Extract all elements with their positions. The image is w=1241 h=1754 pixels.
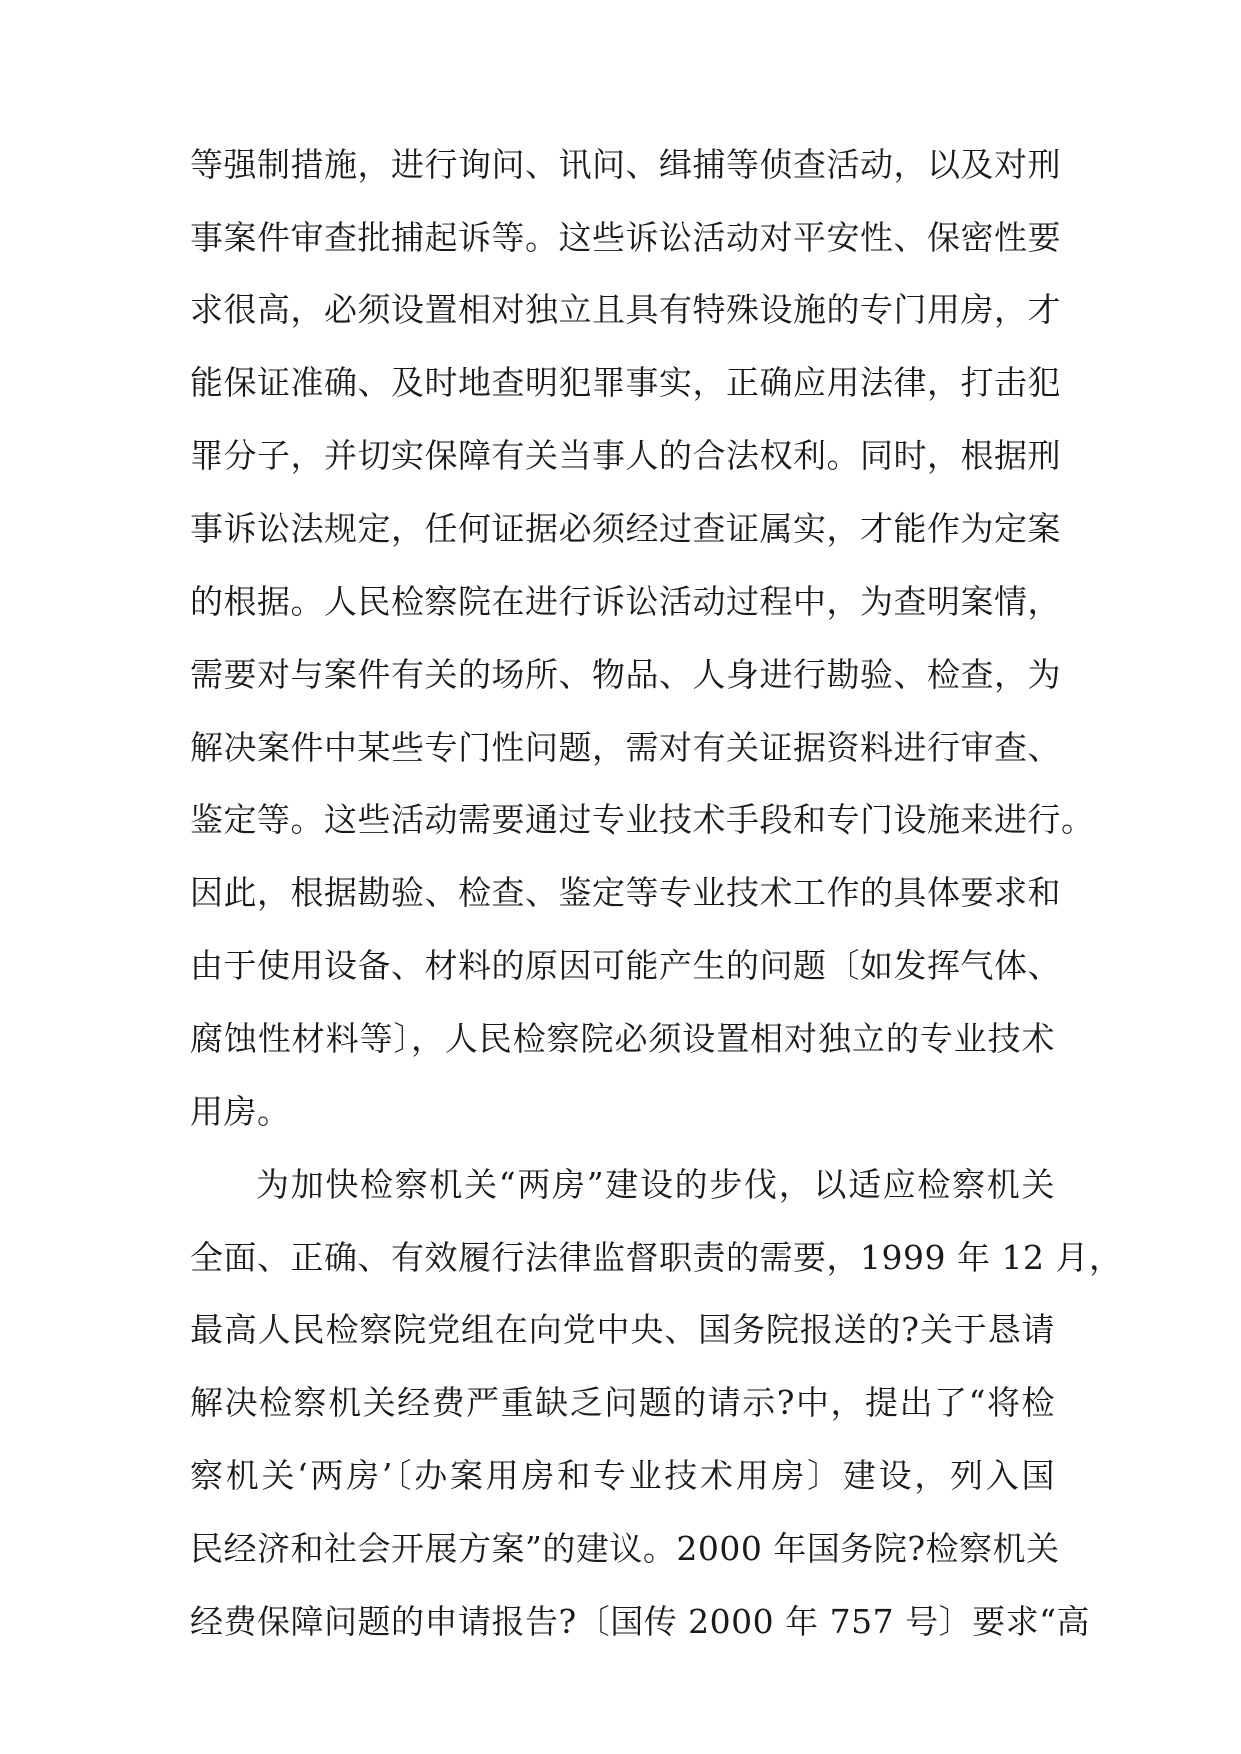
text-line: 的根据。人民检察院在进行诉讼活动过程中，为查明案情， bbox=[190, 582, 1061, 621]
text-line: 事诉讼法规定，任何证据必须经过查证属实，才能作为定案 bbox=[190, 509, 1061, 548]
text-line: 事案件审查批捕起诉等。这些诉讼活动对平安性、保密性要 bbox=[190, 218, 1061, 257]
text-line: 鉴定等。这些活动需要通过专业技术手段和专门设施来进行。 bbox=[190, 800, 1095, 839]
text-line: 经费保障问题的申请报告?〔国传 2000 年 757 号〕要求“高 bbox=[190, 1602, 1090, 1641]
text-line: 腐蚀性材料等〕，人民检察院必须设置相对独立的专业技术 bbox=[190, 1019, 1055, 1058]
text-line: 最高人民检察院党组在向党中央、国务院报送的?关于恳请 bbox=[190, 1310, 1055, 1349]
text-line: 察机关‘两房’〔办案用房和专业技术用房〕建设，列入国 bbox=[190, 1456, 1055, 1495]
text-line: 求很高，必须设置相对独立且具有特殊设施的专门用房，才 bbox=[190, 290, 1061, 329]
text-line: 全面、正确、有效履行法律监督职责的需要，1999 年 12 月， bbox=[190, 1238, 1123, 1277]
text-line: 由于使用设备、材料的原因可能产生的问题〔如发挥气体、 bbox=[190, 946, 1061, 985]
text-line: 等强制措施，进行询问、讯问、缉捕等侦查活动，以及对刑 bbox=[190, 145, 1061, 184]
text-line: 罪分子，并切实保障有关当事人的合法权利。同时，根据刑 bbox=[190, 436, 1061, 475]
text-line: 因此，根据勘验、检查、鉴定等专业技术工作的具体要求和 bbox=[190, 873, 1061, 912]
text-line: 用房。 bbox=[190, 1092, 291, 1131]
text-line: 民经济和社会开展方案”的建议。2000 年国务院?检察机关 bbox=[190, 1529, 1060, 1568]
text-line: 需要对与案件有关的场所、物品、人身进行勘验、检查，为 bbox=[190, 655, 1061, 694]
paragraph-first-line: 为加快检察机关“两房”建设的步伐，以适应检察机关 bbox=[256, 1165, 1055, 1204]
text-line: 能保证准确、及时地查明犯罪事实，正确应用法律，打击犯 bbox=[190, 363, 1061, 402]
text-line: 解决检察机关经费严重缺乏问题的请示?中，提出了“将检 bbox=[190, 1383, 1055, 1422]
text-line: 解决案件中某些专门性问题，需对有关证据资料进行审查、 bbox=[190, 728, 1061, 767]
